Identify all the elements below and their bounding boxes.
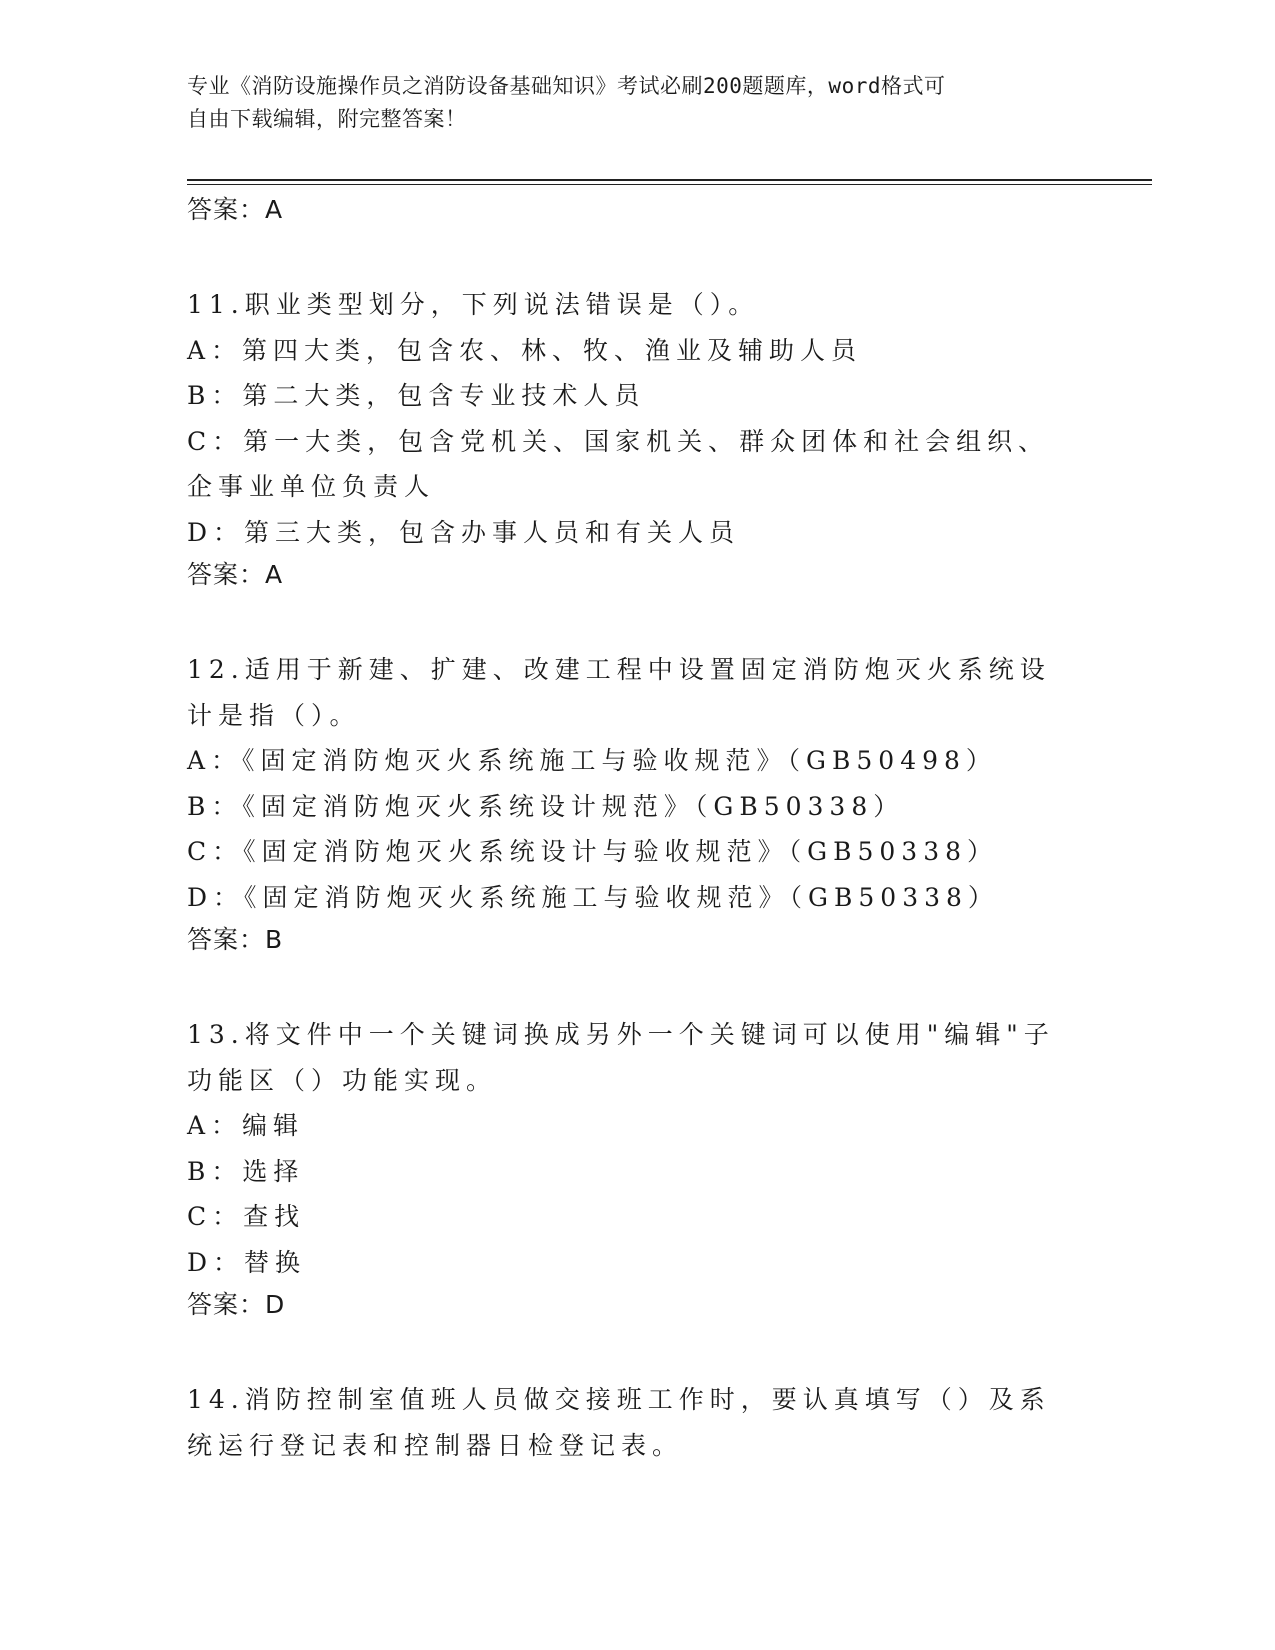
- question-11: [187, 282, 1067, 593]
- option-b: B：《固定消防炮灭火系统设计规范》（GB50338）: [187, 791, 905, 821]
- option-a: A：《固定消防炮灭火系统施工与验收规范》（GB50498）: [187, 746, 997, 775]
- option-d: D：第三大类，包含办事人员和有关人员: [187, 517, 741, 547]
- option-b: B：第二大类，包含专业技术人员: [187, 381, 646, 410]
- question-stem: 12.适用于新建、扩建、改建工程中设置固定消防炮灭火系统设计是指（）。: [187, 655, 1051, 730]
- option-c: C：《固定消防炮灭火系统设计与验收规范》（GB50338）: [187, 837, 999, 866]
- answer: 答案：B: [187, 925, 284, 954]
- option-c: C：查找: [187, 1202, 306, 1231]
- question-stem: 11.职业类型划分，下列说法错误是（）。: [187, 290, 760, 319]
- question-12: [187, 647, 1067, 958]
- answer: 答案：A: [187, 560, 284, 589]
- header-rule-thin: [187, 184, 1152, 185]
- document-header: [187, 70, 1067, 136]
- option-a: A：第四大类，包含农、林、牧、渔业及辅助人员: [187, 335, 863, 365]
- question-14: [187, 1377, 1067, 1468]
- question-stem: 13.将文件中一个关键词换成另外一个关键词可以使用"编辑"子功能区（）功能实现。: [187, 1020, 1055, 1095]
- option-d: D：替换: [187, 1247, 307, 1277]
- header-line-1: 专业《消防设施操作员之消防设备基础知识》考试必刷200题题库，word格式可: [187, 74, 946, 98]
- answer: 答案：D: [187, 1290, 286, 1319]
- question-list: [187, 192, 1067, 1468]
- question-stem: 14.消防控制室值班人员做交接班工作时，要认真填写（）及系统运行登记表和控制器日检登记表。: [187, 1385, 1051, 1460]
- option-c: C：第一大类，包含党机关、国家机关、群众团体和社会组织、企事业单位负责人: [187, 426, 1050, 501]
- previous-answer: 答案：A: [187, 195, 284, 224]
- option-a: A：编辑: [187, 1111, 305, 1140]
- header-rule: [187, 179, 1152, 181]
- option-b: B：选择: [187, 1156, 305, 1186]
- header-line-2: 自由下载编辑，附完整答案！: [187, 107, 467, 131]
- question-13: [187, 1012, 1067, 1323]
- option-d: D：《固定消防炮灭火系统施工与验收规范》（GB50338）: [187, 882, 999, 912]
